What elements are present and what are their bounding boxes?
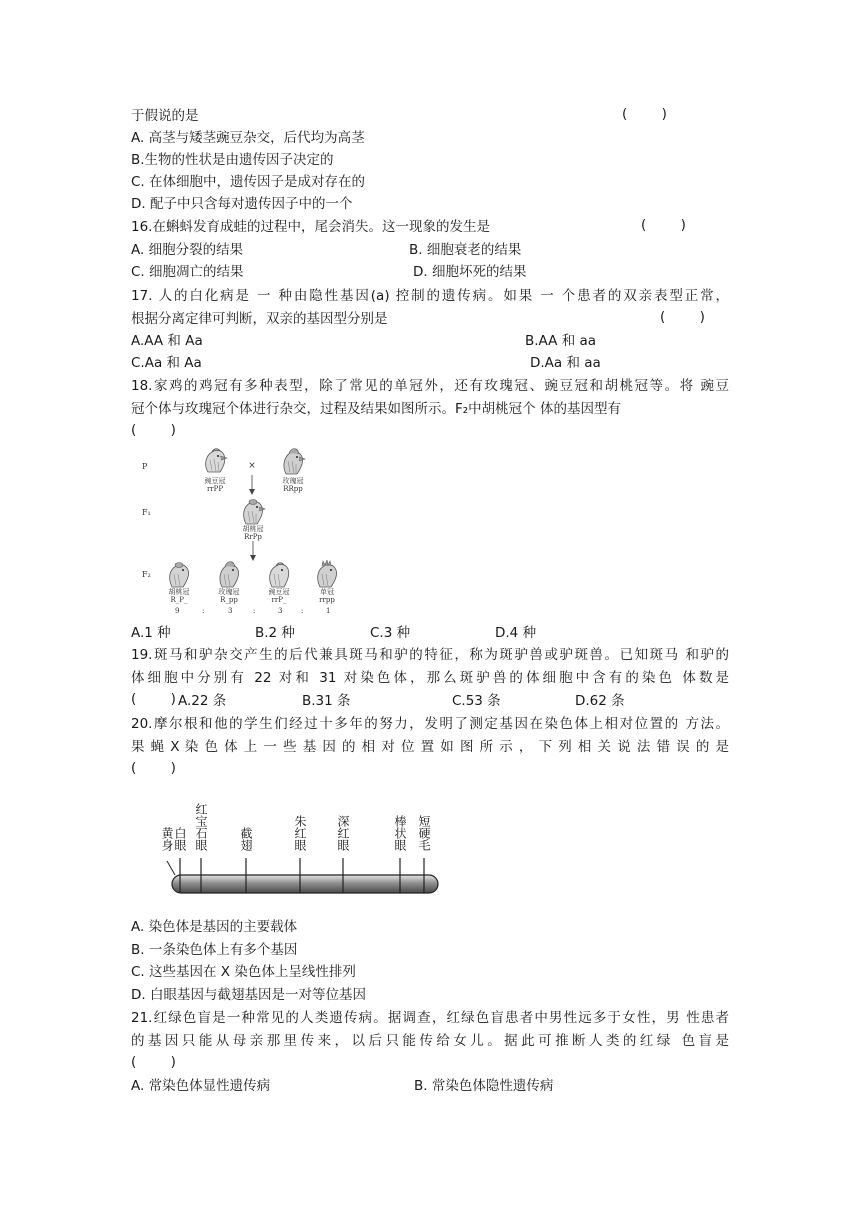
q16-stem: 16.在蝌蚪发育成蛙的过程中，尾会消失。这一现象的发生是: [131, 219, 490, 235]
q15-option-d: D. 配子中只含每对遗传因子中的一个: [131, 196, 353, 212]
comb-cross-diagram: [138, 446, 348, 616]
q17-stem-line1: 17. 人的白化病是 一 种由隐性基因(a) 控制的遗传病。如果 一 个患者的双亲表型正常，: [131, 288, 729, 304]
ratio-sep-2: :: [253, 607, 256, 615]
q18-option-b: B.2 种: [255, 625, 295, 641]
q15-option-c: C. 在体细胞中，遗传因子是成对存在的: [131, 174, 366, 190]
q18-stem-line2: 冠个体与玫瑰冠个体进行杂交，过程及结果如图所示。F₂中胡桃冠个 体的基因型有: [131, 401, 621, 417]
f1-genotype: RrPp: [244, 533, 262, 541]
p-right-genotype: RRpp: [283, 485, 303, 493]
rooster-rose-comb-f2-image: [214, 560, 244, 588]
q17-option-a: A.AA 和 Aa: [131, 333, 203, 349]
f2-1-phenotype: 胡桃冠: [168, 588, 190, 596]
gene-vermilion-eye: 朱红眼: [293, 815, 307, 851]
ratio-3b: 3: [278, 607, 283, 615]
q16-answer-bracket: ( ): [641, 217, 686, 233]
ratio-1: 1: [326, 607, 331, 615]
q17-option-d: D.Aa 和 aa: [530, 355, 601, 371]
q16-option-b: B. 细胞衰老的结果: [409, 242, 522, 258]
ratio-sep-1: :: [202, 607, 205, 615]
ratio-3a: 3: [228, 607, 233, 615]
f2-2-genotype: R_pp: [220, 596, 238, 604]
f2-3-phenotype: 豌豆冠: [268, 588, 290, 596]
q19-option-c: C.53 条: [452, 693, 501, 709]
gene-yellow-body: 黄身: [160, 827, 174, 851]
rooster-walnut-comb-f2-image: [164, 560, 194, 588]
f2-4-phenotype: 单冠: [320, 588, 334, 596]
q17-option-c: C.Aa 和 Aa: [131, 355, 202, 371]
f2-1-genotype: R_P_: [170, 596, 188, 604]
f2-2-phenotype: 玫瑰冠: [218, 588, 240, 596]
x-chromosome-gene-map: [155, 800, 445, 900]
cross-symbol: ×: [248, 461, 256, 471]
q19-stem-line2: 体细胞中分别有 22 对和 31 对染色体，那么斑驴兽的体细胞中含有的染色 体数是: [131, 670, 729, 686]
q20-answer-bracket: ( ): [131, 760, 176, 776]
q20-stem-line1: 20.摩尔根和他的学生们经过十多年的努力，发明了测定基因在染色体上相对位置的 方法。: [131, 716, 729, 732]
rooster-pea-comb-image: [200, 446, 230, 476]
rooster-rose-comb-image: [278, 446, 308, 476]
gene-white-eye: 白眼: [173, 827, 187, 851]
gene-garnet-eye: 深红眼: [336, 815, 350, 851]
generation-f1-label: F₁: [142, 508, 151, 517]
gene-ruby-eye: 红宝石眼: [194, 803, 208, 851]
p-to-f1-arrow: [246, 474, 258, 496]
q18-option-a: A.1 种: [131, 625, 171, 641]
gene-cut-wing: 截翅: [239, 827, 253, 851]
gene-bar-eye: 棒状眼: [393, 815, 407, 851]
ratio-9: 9: [175, 607, 180, 615]
f2-4-genotype: rrpp: [319, 596, 335, 604]
q19-answer-bracket: ( ): [131, 691, 176, 707]
p-left-genotype: rrPP: [206, 485, 224, 493]
q20-option-b: B. 一条染色体上有多个基因: [131, 942, 298, 958]
generation-p-label: P: [142, 462, 148, 471]
q21-option-a: A. 常染色体显性遗传病: [131, 1078, 271, 1094]
q15-option-b: B.生物的性状是由遗传因子决定的: [131, 152, 334, 168]
q20-option-d: D. 白眼基因与截翅基因是一对等位基因: [131, 987, 366, 1003]
q19-option-a: A.22 条: [178, 693, 227, 709]
gene-short-bristle: 短硬毛: [417, 815, 431, 851]
q18-answer-bracket: ( ): [131, 422, 176, 438]
q21-answer-bracket: ( ): [131, 1054, 176, 1070]
q19-option-b: B.31 条: [302, 693, 351, 709]
q21-stem-line2: 的基因只能从母亲那里传来，以后只能传给女儿。据此可推断人类的红绿 色盲是: [131, 1033, 729, 1049]
f1-phenotype: 胡桃冠: [242, 525, 264, 533]
q15-answer-bracket: ( ): [622, 106, 667, 122]
q15-stem-end: 于假说的是: [131, 108, 199, 124]
q16-option-c: C. 细胞凋亡的结果: [131, 264, 244, 280]
q20-stem-line2: 果 蝇 X 染 色 体 上 一 些 基 因 的 相 对 位 置 如 图 所 示 ， 下 列 相 关 说 法 错 误 的 是: [131, 739, 729, 755]
q19-option-d: D.62 条: [575, 693, 625, 709]
q20-option-c: C. 这些基因在 X 染色体上呈线性排列: [131, 964, 356, 980]
q16-option-d: D. 细胞坏死的结果: [413, 264, 527, 280]
q17-stem-line2: 根据分离定律可判断，双亲的基因型分别是: [131, 311, 388, 327]
q21-option-b: B. 常染色体隐性遗传病: [414, 1078, 554, 1094]
q21-stem-line1: 21.红绿色盲是一种常见的人类遗传病。据调查，红绿色盲患者中男性远多于女性，男 性患者: [131, 1010, 729, 1026]
q16-option-a: A. 细胞分裂的结果: [131, 242, 244, 258]
q19-stem-line1: 19.斑马和驴杂交产生的后代兼具斑马和驴的特征，称为斑驴兽或驴斑兽。已知斑马 和驴的: [131, 647, 729, 663]
q18-option-c: C.3 种: [370, 625, 411, 641]
q15-option-a: A. 高茎与矮茎豌豆杂交，后代均为高茎: [131, 130, 365, 146]
chromosome-bar: [155, 800, 445, 900]
generation-f2-label: F₂: [142, 570, 151, 579]
q17-answer-bracket: ( ): [660, 309, 705, 325]
rooster-walnut-comb-f1-image: [238, 496, 268, 526]
p-right-phenotype: 玫瑰冠: [282, 477, 304, 485]
p-left-phenotype: 豌豆冠: [204, 477, 226, 485]
q20-option-a: A. 染色体是基因的主要载体: [131, 919, 298, 935]
q17-option-b: B.AA 和 aa: [525, 333, 597, 349]
q18-stem-line1: 18.家鸡的鸡冠有多种表型，除了常见的单冠外，还有玫瑰冠、豌豆冠和胡桃冠等。将 豌豆: [131, 378, 729, 394]
rooster-single-comb-f2-image: [312, 560, 342, 588]
rooster-pea-comb-f2-image: [264, 560, 294, 588]
f2-3-genotype: rrP_: [271, 596, 287, 604]
q18-option-d: D.4 种: [495, 625, 537, 641]
f1-to-f2-arrow: [247, 540, 259, 562]
ratio-sep-3: :: [301, 607, 304, 615]
